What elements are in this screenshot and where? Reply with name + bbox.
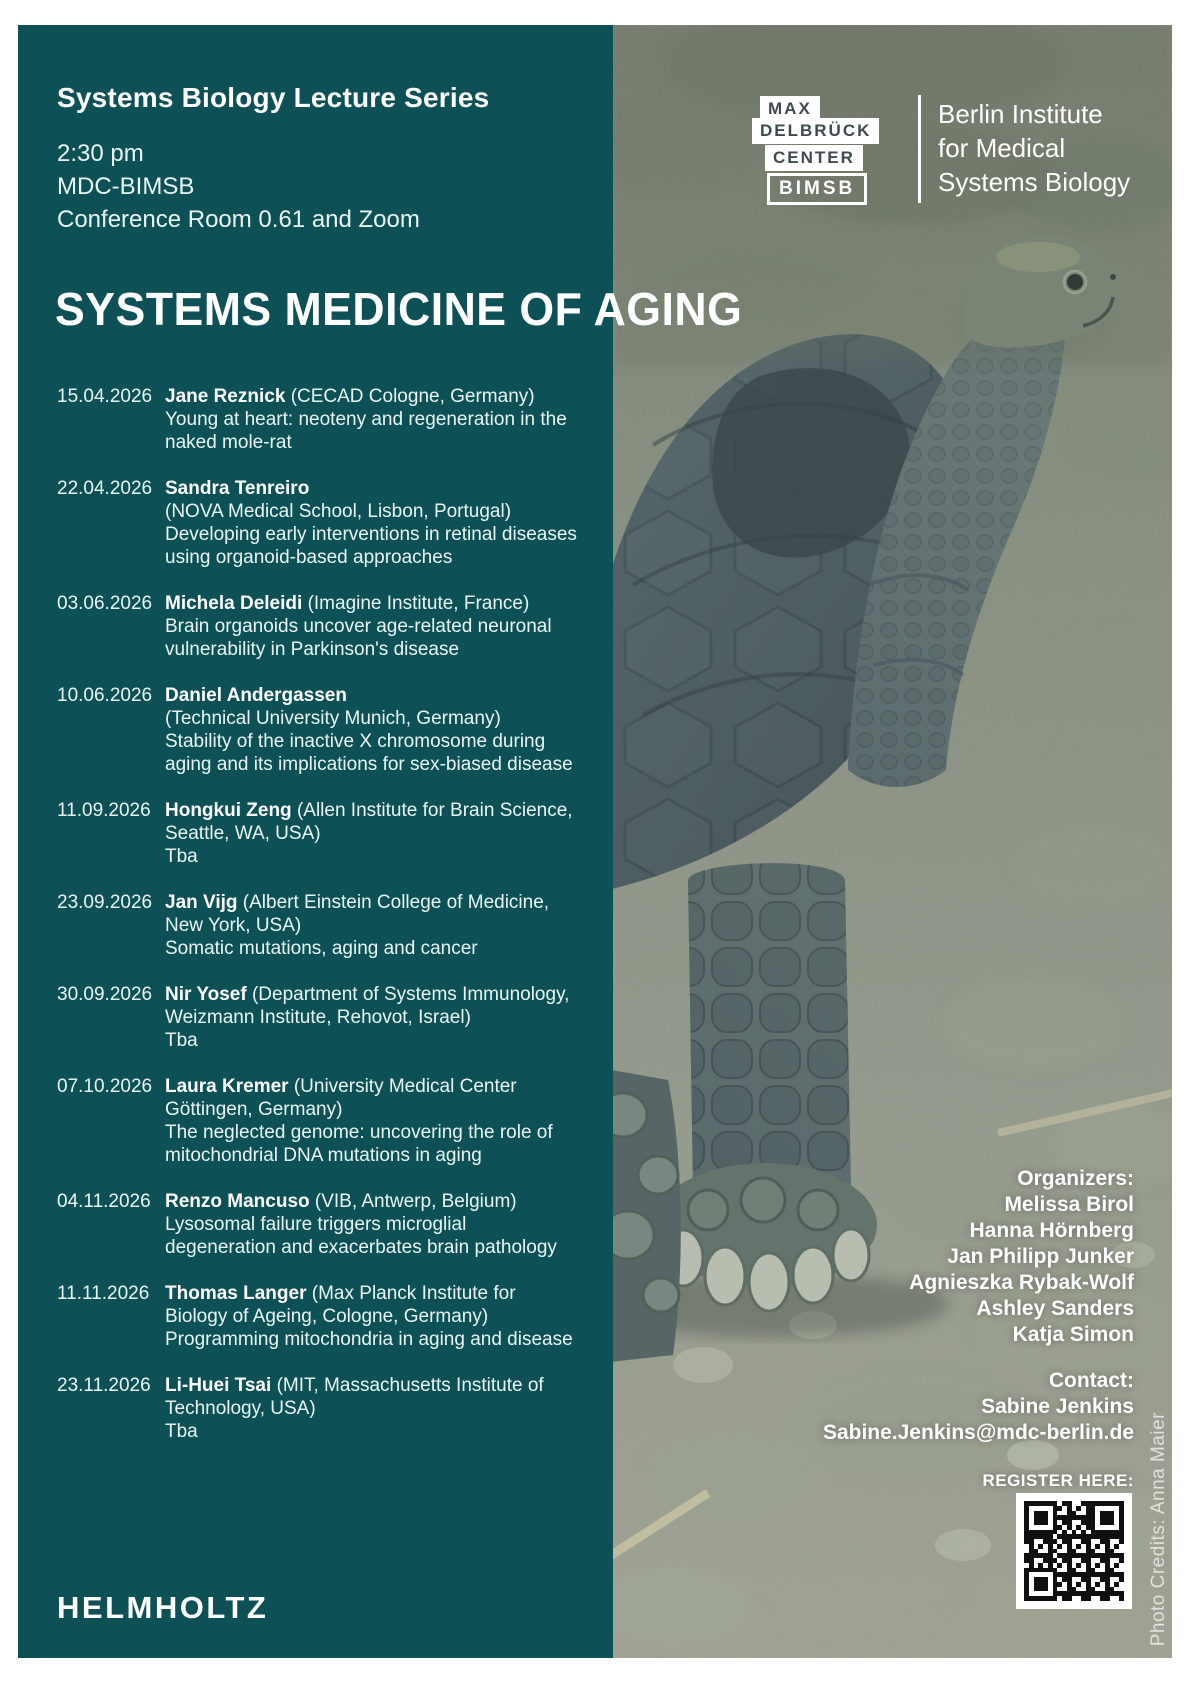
talk-title: Tba (165, 1030, 198, 1051)
schedule-details (165, 1190, 577, 1259)
speaker-name: Nir Yosef (165, 984, 247, 1005)
talk-title: Developing early interventions in retinal diseases using organoid-based approaches (165, 524, 577, 568)
speaker-name: Sandra Tenreiro (165, 478, 310, 499)
talk-title: Lysosomal failure triggers microglial degeneration and exacerbates brain pathology (165, 1214, 557, 1258)
bimsb-logo: BIMSB (767, 173, 867, 205)
schedule-details (165, 592, 577, 661)
mdc-logo-center: CENTER (765, 145, 863, 171)
schedule-date: 23.11.2026 (57, 1375, 151, 1396)
talk-title: Stability of the inactive X chromosome during aging and its implications for sex-biased disease (165, 731, 573, 775)
organizer-name: Melissa Birol (1004, 1193, 1134, 1216)
lecture-schedule (57, 385, 577, 1466)
schedule-date: 23.09.2026 (57, 892, 153, 913)
schedule-date: 04.11.2026 (57, 1191, 151, 1212)
schedule-details (165, 799, 577, 868)
schedule-date: 10.06.2026 (57, 685, 153, 706)
schedule-entry (57, 983, 577, 1052)
talk-title: Young at heart: neoteny and regeneration in the naked mole-rat (165, 409, 567, 453)
event-room: Conference Room 0.61 and Zoom (57, 206, 420, 233)
speaker-name: Jan Vijg (165, 892, 238, 913)
speaker-affiliation: (Allen Institute for Brain Science, Seattle, WA, USA) (165, 800, 573, 844)
schedule-details (165, 1075, 577, 1167)
contact-email: Sabine.Jenkins@mdc-berlin.de (822, 1421, 1134, 1444)
contact-name: Sabine Jenkins (981, 1395, 1134, 1418)
speaker-name: Jane Reznick (165, 386, 286, 407)
qr-code-grid (1024, 1501, 1124, 1601)
event-time: 2:30 pm (57, 140, 144, 167)
organizer-name: Katja Simon (1012, 1323, 1134, 1346)
speaker-affiliation: (Albert Einstein College of Medicine, New York, USA) (165, 892, 550, 936)
schedule-entry (57, 1075, 577, 1167)
speaker-affiliation: (VIB, Antwerp, Belgium) (314, 1191, 517, 1212)
logo-divider (918, 95, 921, 203)
schedule-entry (57, 1282, 577, 1351)
event-info (57, 137, 420, 236)
schedule-entry (57, 1374, 577, 1443)
organizers-heading: Organizers: (1017, 1167, 1134, 1190)
schedule-details (165, 1282, 577, 1351)
schedule-date: 11.09.2026 (57, 800, 151, 821)
speaker-affiliation: (Technical University Munich, Germany) (165, 708, 501, 729)
speaker-name: Michela Deleidi (165, 593, 303, 614)
speaker-affiliation: (CECAD Cologne, Germany) (290, 386, 535, 407)
schedule-entry (57, 385, 577, 454)
speaker-name: Daniel Andergassen (165, 685, 347, 706)
talk-title: Tba (165, 846, 198, 867)
institute-line: Systems Biology (938, 167, 1131, 197)
schedule-details (165, 983, 577, 1052)
schedule-entry (57, 1190, 577, 1259)
mdc-logo-max: MAX (760, 96, 820, 122)
speaker-name: Renzo Mancuso (165, 1191, 310, 1212)
speaker-affiliation: (Department of Systems Immunology, Weizmann Institute, Rehovot, Israel) (165, 984, 570, 1028)
helmholtz-logo: HELMHOLTZ (57, 1590, 269, 1625)
schedule-entry (57, 477, 577, 569)
organizer-name: Agnieszka Rybak-Wolf (909, 1271, 1134, 1294)
photo-credit: Photo Credits: Anna Maier (1148, 1411, 1169, 1646)
institute-line: for Medical (938, 133, 1066, 163)
organizer-names (909, 1192, 1134, 1348)
talk-title: The neglected genome: uncovering the role of mitochondrial DNA mutations in aging (165, 1122, 553, 1166)
schedule-entry (57, 592, 577, 661)
speaker-affiliation: (Imagine Institute, France) (307, 593, 530, 614)
talk-title: Somatic mutations, aging and cancer (165, 938, 478, 959)
speaker-affiliation: (University Medical Center Göttingen, Germany) (165, 1076, 517, 1120)
talk-title: Tba (165, 1421, 198, 1442)
organizer-name: Hanna Hörnberg (969, 1219, 1134, 1242)
talk-title: Programming mitochondria in aging and disease (165, 1329, 573, 1350)
schedule-date: 11.11.2026 (57, 1283, 150, 1304)
speaker-affiliation: (Max Planck Institute for Biology of Ageing, Cologne, Germany) (165, 1283, 516, 1327)
schedule-entry (57, 891, 577, 960)
qr-code (1016, 1493, 1132, 1609)
schedule-entry (57, 799, 577, 868)
register-here-label: REGISTER HERE: (982, 1471, 1134, 1490)
schedule-details (165, 1374, 577, 1443)
speaker-name: Thomas Langer (165, 1283, 307, 1304)
schedule-details (165, 891, 577, 960)
speaker-name: Laura Kremer (165, 1076, 289, 1097)
organizer-name: Ashley Sanders (976, 1297, 1134, 1320)
mdc-logo-delbrueck: DELBRÜCK (752, 118, 879, 144)
contact-block (823, 1368, 1134, 1446)
main-title: SYSTEMS MEDICINE OF AGING (55, 283, 743, 335)
schedule-date: 30.09.2026 (57, 984, 153, 1005)
event-venue: MDC-BIMSB (57, 173, 195, 200)
institute-line: Berlin Institute (938, 99, 1103, 129)
speaker-name: Li-Huei Tsai (165, 1375, 272, 1396)
schedule-date: 03.06.2026 (57, 593, 153, 614)
schedule-date: 07.10.2026 (57, 1076, 153, 1097)
schedule-details (165, 684, 577, 776)
contact-heading: Contact: (1048, 1369, 1134, 1392)
organizers-block (909, 1166, 1134, 1348)
talk-title: Brain organoids uncover age-related neuronal vulnerability in Parkinson's disease (165, 616, 552, 660)
speaker-affiliation: (NOVA Medical School, Lisbon, Portugal) (165, 501, 512, 522)
lecture-poster (18, 25, 1172, 1658)
speaker-affiliation: (MIT, Massachusetts Institute of Technology, USA) (165, 1375, 544, 1419)
schedule-date: 22.04.2026 (57, 478, 153, 499)
institute-name (938, 97, 1130, 199)
schedule-entry (57, 684, 577, 776)
speaker-name: Hongkui Zeng (165, 800, 292, 821)
organizer-name: Jan Philipp Junker (947, 1245, 1134, 1268)
schedule-details (165, 477, 577, 569)
series-title: Systems Biology Lecture Series (57, 82, 490, 113)
schedule-details (165, 385, 577, 454)
schedule-date: 15.04.2026 (57, 386, 153, 407)
